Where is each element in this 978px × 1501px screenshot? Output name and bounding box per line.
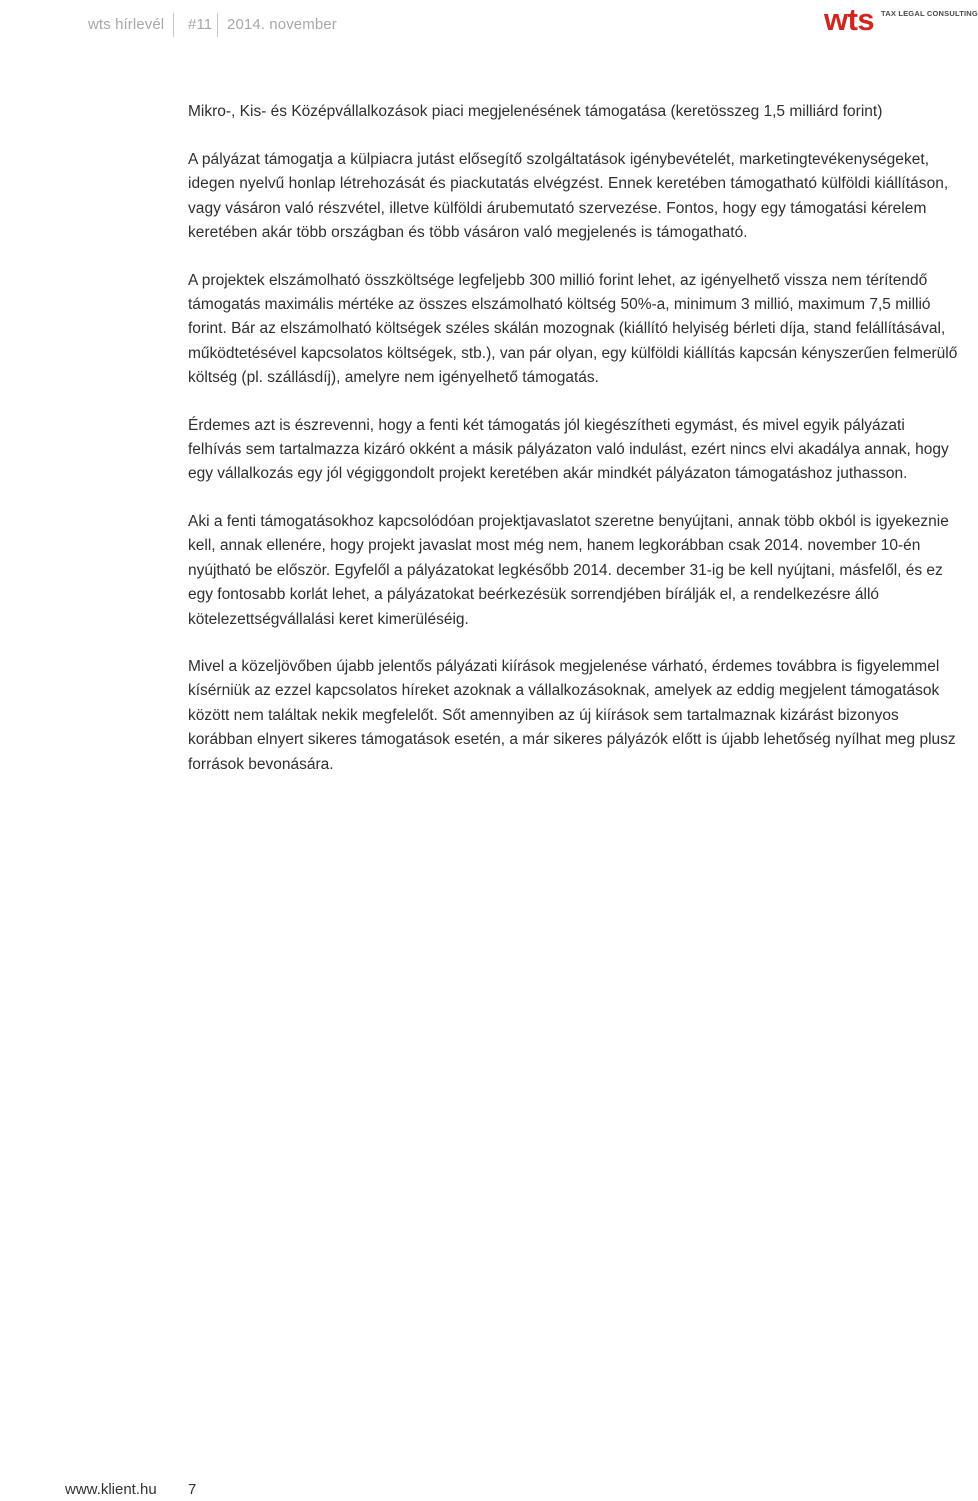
newsletter-name: wts hírlevél [88,16,165,33]
article-title: Mikro-, Kis- és Középvállalkozások piaci megjelenésének támogatása (keretösszeg 1,5 milliárd forint) [188,103,883,120]
header-divider [173,13,174,37]
article-paragraph: Aki a fenti támogatásokhoz kapcsolódóan projektjavaslatot szeretne benyújtani, annak több okból is igyekeznie kell, annak ellenére, hogy projekt javaslat most még nem, hanem legkorábban csak 2014. november 10-én nyújtható be először. Egyfelől a pályázatokat legkésőbb 2014. december 31-ig be kell nyújtani, másfelől, és ez egy fontosabb korlát lehet, a pályázatokat beérkezésük sorrendjében bírálják el, a rendelkezésre álló kötelezettségvállalási keret kimerüléséig. [188,512,949,628]
article-paragraph: Mivel a közeljövőben újabb jelentős pályázati kiírások megjelenése várható, érdemes továbbra is figyelemmel kísérniük az ezzel kapcsolatos híreket azoknak a vállalkozásoknak, amelyek az eddig megjelent támogatások között nem találtak nekik megfelelőt. Sőt amennyiben az új kiírások sem tartalmaznak kizárást bizonyos korábban elnyert sikeres támogatások esetén, a már sikeres pályázók előtt is újabb lehetőség nyílhat meg plusz források bevonására. [188,657,956,773]
logo-tagline: TAX LEGAL CONSULTING [881,9,978,18]
logo-mark: wts [824,2,875,37]
issue-date: 2014. november [227,16,337,33]
footer-url: www.klient.hu [65,1481,157,1498]
header-divider [217,13,218,37]
article-paragraph: Érdemes azt is észrevenni, hogy a fenti két támogatás jól kiegészítheti egymást, és mivel egyik pályázati felhívás sem tartalmazza kizáró okként a másik pályázaton való indulást, ezért nincs elvi akadálya annak, hogy egy vállalkozás egy jól végiggondolt projekt keretében akár mindkét pályázaton támogatáshoz juthasson. [188,416,949,483]
article-paragraph: A pályázat támogatja a külpiacra jutást elősegítő szolgáltatások igénybevételét, marketingtevékenységeket, idegen nyelvű honlap létrehozását és piackutatás elvégzést. Ennek keretében támogatható külföldi kiállításon, vagy vásáron való részvétel, illetve külföldi árubemutató szervezése. Fontos, hogy egy támogatási kérelem keretében akár több országban és több vásáron való megjelenés is támogatható. [188,151,949,242]
page-header [0,0,978,48]
page-number: 7 [188,1481,197,1498]
issue-number: #11 [188,16,213,33]
article-body [188,100,958,800]
article-paragraph: A projektek elszámolható összköltsége legfeljebb 300 millió forint lehet, az igényelhető vissza nem térítendő támogatás maximális mértéke az összes elszámolható költség 50%-a, minimum 3 millió, maximum 7,5 millió forint. Bár az elszámolható költségek széles skálán mozognak (kiállító helyiség bérleti díja, stand felállításával, működtetésével kapcsolatos költségek, stb.), van pár olyan, egy külföldi kiállítás kapcsán kényszerűen felmerülő költség (pl. szállásdíj), amelyre nem igényelhető támogatás. [188,271,958,387]
